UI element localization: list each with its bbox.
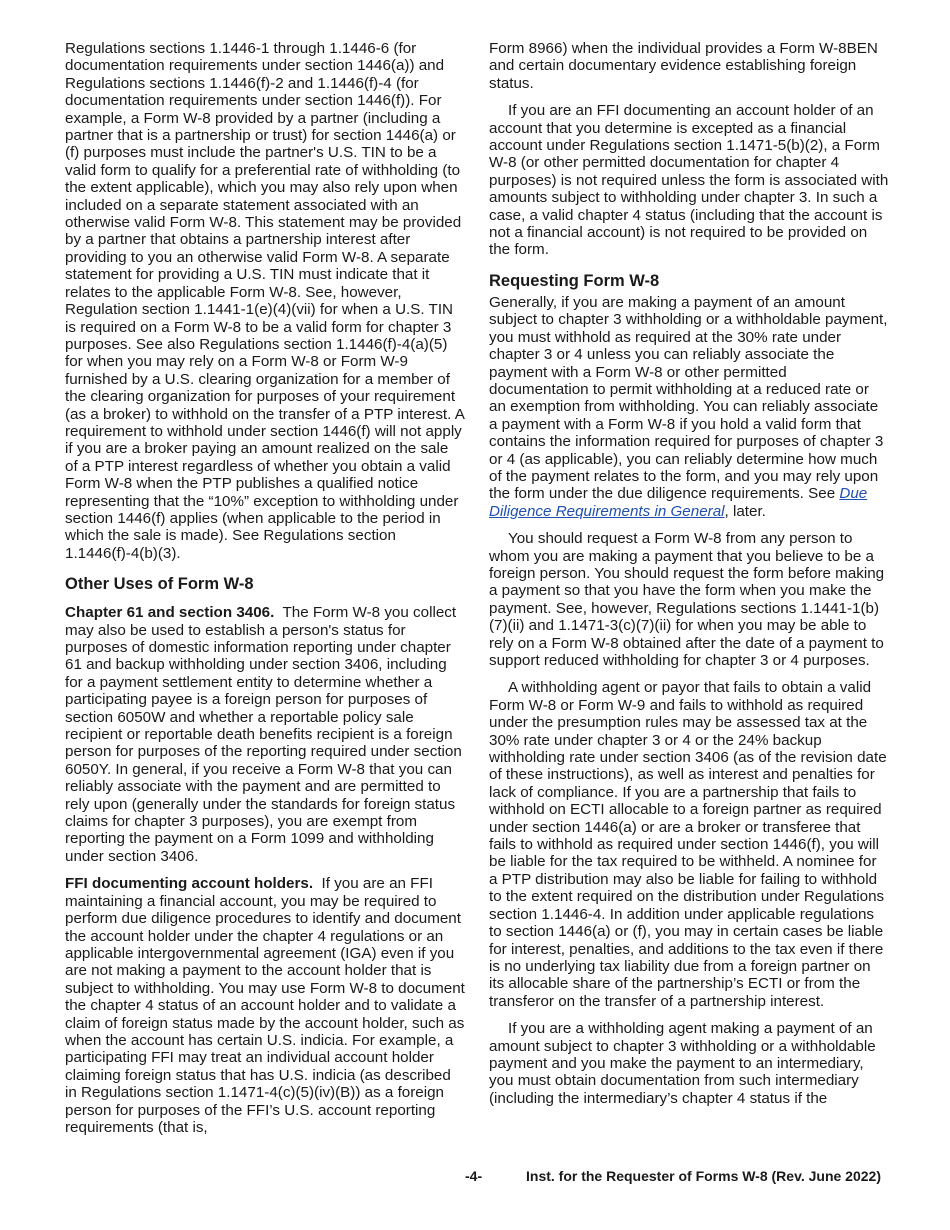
left-column [65, 40, 465, 1146]
right-column [489, 40, 889, 1117]
chapter-61-paragraph [65, 604, 465, 865]
heading-requesting-form-w8: Requesting Form W-8 [489, 271, 660, 290]
requesting-paragraph-3: A withholding agent or payor that fails to obtain a valid Form W-8 or Form W-9 and fails to withhold as required under the presumption rules may be assessed tax at the 30% rate under chapter 3 or 4 or the 24% backup withholding rate under section 3406 (as of the revision date of these instructions), as well as interest and penalties for lack of compliance. If you are a partnership that fails to withhold on ECTI allocable to a foreign partner as required under section 1446(a) or are a broker or transferee that fails to withhold as required under section 1446(f), you will be liable for the tax required to be withheld. A nominee for a PTP distribution may also be liable for failing to withhold to the extent required on the distribution under Regulations section 1.1446-4. In addition under applicable regulations to section 1446(a) or (f), you may in certain cases be liable for interest, penalties, and additions to the tax even if there is no underlying tax liability due from a foreign partner on its allocable share of the partnership’s ECTI or from the transferor on the transfer of a partnership interest. [489, 679, 887, 1010]
requesting-paragraph-4: If you are a withholding agent making a payment of an amount subject to chapter 3 withholding or a withholdable payment and you make the payment to an intermediary, you must obtain documentation from such intermediary (including the intermediary’s chapter 4 status if the [489, 1020, 876, 1107]
ffi-excepted-account-paragraph: If you are an FFI documenting an account holder of an account that you determine is excepted as a financial account under Regulations section 1.1471-5(b)(2), a Form W-8 (or other permitted documentation for chapter 4 purposes) is not required unless the form is associated with amounts subject to withholding under chapter 3. In such a case, a valid chapter 4 status (including that the account is not a financial account) is not required to be provided on the form. [489, 102, 889, 259]
left-paragraph-continued: Regulations sections 1.1446-1 through 1.1446-6 (for documentation requirements under section 1446(a)) and Regulations sections 1.1446(f)-2 and 1.1446(f)-4 (for documentation requirements under section 1446(f)). For example, a Form W-8 provided by a partner (including a partner that is a partnership or trust) for section 1446(a) or (f) purposes must include the partner's U.S. TIN to be a valid form to qualify for a preferential rate of withholding (to the extent applicable), which you may also rely upon when included on a separate statement associated with an otherwise valid Form W-8. This statement may be provided by a partner that obtains a partnership interest after providing to you an otherwise valid Form W-8. A separate statement for providing a U.S. TIN must indicate that it relates to the applicable Form W-8. See, however, Regulation section 1.1441-1(e)(4)(vii) for when a U.S. TIN is required on a Form W-8 to be a valid form for chapter 3 purposes. See also Regulations section 1.1446(f)-4(a)(5) for when you may rely on a Form W-8 or Form W-9 furnished by a U.S. clearing organization for a member of the clearing organization for purposes of your requirement (as a broker) to withhold on the transfer of a PTP interest. A requirement to withhold under section 1446(f) will not apply if you are a broker paying an amount realized on the sale of a PTP interest regardless of whether you obtain a valid Form W-8 when the PTP publishes a qualified notice representing that the “10%” exception to withholding under section 1446(f) applies (when applicable to the period in which the sale is made). See Regulations section 1.1446(f)-4(b)(3). [65, 40, 465, 562]
requesting-text-before-link: Generally, if you are making a payment of an amount subject to chapter 3 withholding or a withholdable payment, you must withhold as required at the 30% rate under chapter 3 or 4 unless you can reliably associate the payment with a Form W-8 or other permitted documentation to permit withholding at a reduced rate or an exemption from withholding. You can reliably associate a payment with a Form W-8 if you hold a valid form that contains the information required for purposes of chapter 3 or 4 (as applicable), you can reliably determine how much of the payment relates to the form, and you may rely upon the form under the due diligence requirements. See [489, 293, 888, 503]
page-number: -4- [465, 1168, 483, 1184]
chapter-61-text: The Form W-8 you collect may also be used to establish a person's status for purposes of domestic information reporting under chapter 61 and backup withholding under section 3406, including for a payment settlement entity to determine whether a participating payee is a foreign person for purposes of section 6050W and whether a reportable policy sale recipient or reportable death benefits recipient is a foreign person for purposes of the reporting required under section 6050Y. In general, if you receive a Form W-8 that you can reliably associate with the payment and are permitted to rely upon (generally under the standards for foreign status claims for chapter 3 purposes), you are exempt from reporting the payment on a Form 1099 and withholding under section 3406. [65, 604, 462, 865]
requesting-paragraph-1 [489, 294, 889, 520]
footer-document-title: Inst. for the Requester of Forms W-8 (Rev. June 2022) [526, 1168, 881, 1184]
ffi-paragraph [65, 875, 465, 1136]
ffi-text: If you are an FFI maintaining a financial account, you may be required to perform due diligence procedures to identify and document the account holder under the chapter 4 regulations or an applicable intergovernmental agreement (IGA) even if you are not making a payment to the account holder that is subject to withholding. You may use Form W-8 to document the chapter 4 status of an account holder and to validate a claim of foreign status made by the account holder, such as when the account has certain U.S. indicia. For example, a participating FFI may treat an individual account holder claiming foreign status that has U.S. indicia (as described in Regulations section 1.1471-4(c)(5)(iv)(B)) as a foreign person for purposes of the FFI’s U.S. account reporting requirements (that is, [65, 875, 465, 1136]
due-diligence-link[interactable]: Due Diligence Requirements in General [489, 485, 868, 520]
chapter-61-runin-heading: Chapter 61 and section 3406. [65, 604, 275, 622]
ffi-runin-heading: FFI documenting account holders. [65, 875, 314, 893]
right-paragraph-continued: Form 8966) when the individual provides a Form W-8BEN and certain documentary evidence establishing foreign status. [489, 40, 878, 92]
requesting-text-after-link: , later. [724, 502, 766, 520]
requesting-paragraph-2: You should request a Form W-8 from any person to whom you are making a payment that you believe to be a foreign person. You should request the form before making a payment so that you have the form when you make the payment. See, however, Regulations sections 1.1441-1(b)(7)(ii) and 1.1471-3(c)(7)(ii) for when you may be able to rely on a Form W-8 obtained after the date of a payment to support reduced withholding for chapter 3 or 4 purposes. [489, 530, 885, 669]
heading-other-uses: Other Uses of Form W-8 [65, 575, 254, 594]
